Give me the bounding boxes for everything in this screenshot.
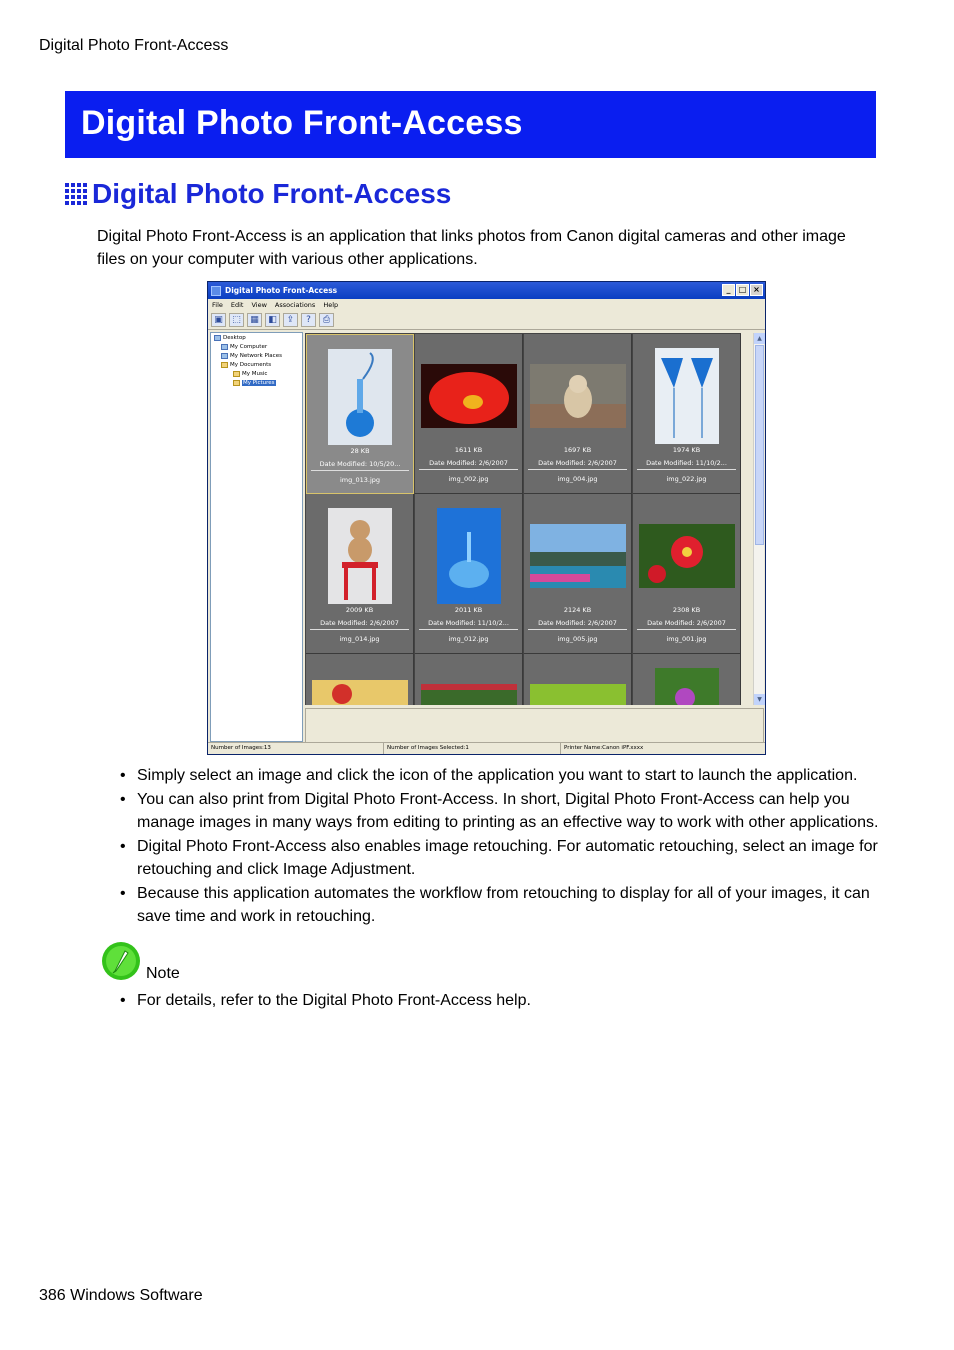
image-adjust-icon[interactable]: ◧: [265, 313, 280, 327]
thumbnail-view-icon[interactable]: ▦: [247, 313, 262, 327]
tree-item-my-computer[interactable]: My Computer: [221, 344, 267, 350]
thumbnail-item[interactable]: [524, 654, 632, 705]
scroll-up-icon[interactable]: ▲: [754, 333, 765, 344]
thumbnail-item[interactable]: 1611 KB Date Modified: 2/6/2007 img_002.jpg: [415, 334, 523, 494]
tree-item-my-documents[interactable]: My Documents: [221, 362, 271, 368]
tree-item-my-pictures[interactable]: My Pictures: [233, 380, 276, 386]
status-selected: Number of Images Selected:1: [384, 743, 561, 754]
title-banner: [65, 91, 876, 158]
photo-perfume-bottle: [328, 349, 392, 445]
maximize-icon[interactable]: □: [736, 284, 749, 296]
tree-item-my-music[interactable]: My Music: [233, 371, 267, 377]
photo-cat: [530, 364, 626, 428]
thumbnail-item[interactable]: [633, 654, 741, 705]
folder-icon[interactable]: ▣: [211, 313, 226, 327]
menu-help[interactable]: Help: [323, 300, 339, 309]
section-title: Digital Photo Front-Access: [92, 178, 452, 209]
bottom-panel: [305, 708, 764, 743]
note-pencil-icon: [101, 941, 141, 981]
running-header: Digital Photo Front-Access: [39, 37, 229, 54]
scroll-down-icon[interactable]: ▼: [754, 694, 765, 705]
computer-icon: [221, 344, 228, 350]
status-printer: Printer Name:Canon iPF.xxxx: [564, 745, 644, 751]
window-titlebar: [208, 282, 765, 299]
list-item: • You can also print from Digital Photo Front-Access. In short, Digital Photo Front-Access can help you manage images in many ways from editing to printing as an effective way to work with other applications.: [120, 791, 879, 831]
thumbnail-item[interactable]: 2124 KB Date Modified: 2/6/2007 img_005.jpg: [524, 494, 632, 654]
toolbar: [208, 310, 765, 330]
page-footer: 386 Windows Software: [39, 1287, 203, 1304]
list-item: • Simply select an image and click the icon of the application you want to start to launch the application.: [120, 767, 858, 784]
grid-icon: [65, 183, 87, 205]
photo-food: [312, 680, 408, 705]
vertical-scrollbar[interactable]: [753, 333, 764, 705]
photo-flower-field: [421, 684, 517, 705]
photo-leaf: [530, 684, 626, 705]
thumbnail-item[interactable]: 2011 KB Date Modified: 11/10/2... img_012.jpg: [415, 494, 523, 654]
list-item: • For details, refer to the Digital Photo Front-Access help.: [120, 992, 531, 1009]
photo-blue-glasses: [655, 348, 719, 444]
desktop-icon: [214, 335, 221, 341]
photo-red-flower: [421, 364, 517, 428]
thumbnail-item[interactable]: [306, 654, 414, 705]
statusbar: [208, 742, 765, 754]
thumbnail-grid: [305, 333, 741, 705]
menu-associations[interactable]: Associations: [274, 300, 316, 309]
folder-icon: [221, 362, 228, 368]
note-list: [120, 989, 880, 1013]
menu-file[interactable]: File: [212, 300, 223, 309]
minimize-icon[interactable]: _: [722, 284, 735, 296]
thumbnail-item[interactable]: 1974 KB Date Modified: 11/10/2... img_022.jpg: [633, 334, 741, 494]
app-icon: [211, 286, 221, 296]
app-window-screenshot: [207, 281, 766, 755]
select-icon[interactable]: ⬚: [229, 313, 244, 327]
thumbnail-item[interactable]: 2009 KB Date Modified: 2/6/2007 img_014.jpg: [306, 494, 414, 654]
folder-tree: [210, 332, 303, 742]
menu-view[interactable]: View: [251, 300, 267, 309]
menu-edit[interactable]: Edit: [230, 300, 244, 309]
thumbnail-item[interactable]: 28 KB Date Modified: 10/5/20... img_013.jpg: [306, 334, 414, 494]
photo-blue-glass-object: [437, 508, 501, 604]
close-icon[interactable]: ×: [750, 284, 763, 296]
photo-red-blossom: [639, 524, 735, 588]
export-icon[interactable]: ⇪: [283, 313, 298, 327]
thumbnail-item[interactable]: 1697 KB Date Modified: 2/6/2007 img_004.jpg: [524, 334, 632, 494]
window-title: Digital Photo Front-Access: [225, 286, 338, 295]
photo-purple-flower: [655, 668, 719, 705]
photo-resort-pool: [530, 524, 626, 588]
folder-icon: [233, 371, 240, 377]
thumbnail-item[interactable]: [415, 654, 523, 705]
thumbnail-item[interactable]: 2308 KB Date Modified: 2/6/2007 img_001.jpg: [633, 494, 741, 654]
tree-item-network[interactable]: My Network Places: [221, 353, 282, 359]
photo-teddy-bear: [328, 508, 392, 604]
folder-icon: [233, 380, 240, 386]
list-item: • Because this application automates the workflow from retouching to display for all of your images, it can save time and work in retouching.: [120, 885, 870, 925]
network-icon: [221, 353, 228, 359]
bullet-list: [120, 764, 880, 929]
status-images: Number of Images:13: [208, 743, 384, 754]
tree-item-desktop[interactable]: Desktop: [214, 335, 246, 341]
section-heading: [65, 177, 451, 211]
page-title: Digital Photo Front-Access: [81, 104, 523, 142]
note-label: Note: [146, 965, 180, 982]
list-item: • Digital Photo Front-Access also enables image retouching. For automatic retouching, select an image for retouching and click Image Adjustment.: [120, 838, 878, 878]
help-icon[interactable]: ?: [301, 313, 316, 327]
intro-paragraph: Digital Photo Front-Access is an application that links photos from Canon digital cameras and other image files on your computer with various other applications.: [97, 228, 846, 268]
print-icon[interactable]: ⎙: [319, 313, 334, 327]
menubar: [208, 299, 765, 310]
scroll-thumb[interactable]: [755, 345, 764, 545]
